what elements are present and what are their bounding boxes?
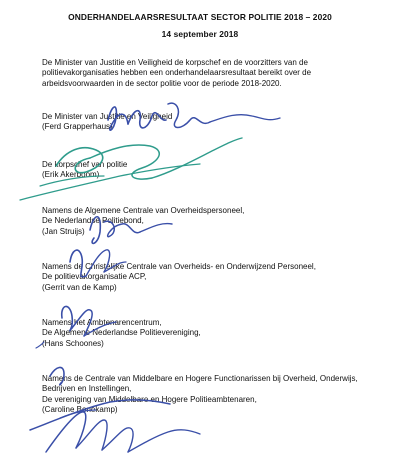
intro-line: arbeidsvoorwaarden in de sector politie voor de periode 2018-2020. <box>42 78 282 88</box>
signatory-role: De korpschef van politie <box>42 160 128 169</box>
document-date: 14 september 2018 <box>161 29 239 39</box>
signatory-org: De politievakorganisatie ACP, <box>42 272 147 282</box>
signatory-org: Namens de Algemene Centrale van Overheidspersoneel, <box>42 206 245 215</box>
signatory-org: Namens de Centrale van Middelbare en Hogere Functionarissen bij Overheid, Onderwijs, <box>42 374 358 383</box>
signatory-name: (Ferd Grapperhaus) <box>42 122 113 132</box>
signatory-korpschef <box>42 160 382 181</box>
signatory-name: (Gerrit van de Kamp) <box>42 282 117 292</box>
signatory-name: (Hans Schoones) <box>42 338 104 348</box>
signatory-org: Namens het Ambtenarencentrum, <box>42 318 162 327</box>
signatory-ac-anpv <box>42 318 382 349</box>
intro-line: politievakorganisaties hebben een onderhandelaarsresultaat bereikt over de <box>42 68 312 78</box>
signatory-acp-npb <box>42 206 382 237</box>
signatory-cco-acp <box>42 262 382 293</box>
intro-paragraph <box>42 58 382 89</box>
signatory-org: Bedrijven en Instellingen, <box>42 384 132 394</box>
signatory-name: (Jan Struijs) <box>42 226 85 236</box>
signatory-role: De Minister van Justitie en Veiligheid <box>42 112 173 121</box>
signatory-name: (Caroline Bonekamp) <box>42 405 118 415</box>
intro-line: De Minister van Justitie en Veiligheid de korpschef en de voorzitters van de <box>42 58 308 67</box>
document-title: ONDERHANDELAARSRESULTAAT SECTOR POLITIE 2018 – 2020 <box>68 12 332 22</box>
signatory-org: Namens de Christelijke Centrale van Overheids- en Onderwijzend Personeel, <box>42 262 316 271</box>
signatory-name: (Erik Akerboom) <box>42 170 100 180</box>
signatory-minister <box>42 112 382 133</box>
signatory-org: De Nederlandse Politiebond, <box>42 216 144 226</box>
signatory-org: De vereniging van Middelbare en Hogere Politieambtenaren, <box>42 394 257 404</box>
signatory-org: De Algemene Nederlandse Politievereniging, <box>42 328 201 338</box>
signatory-cmhf-vmhp <box>42 374 382 416</box>
